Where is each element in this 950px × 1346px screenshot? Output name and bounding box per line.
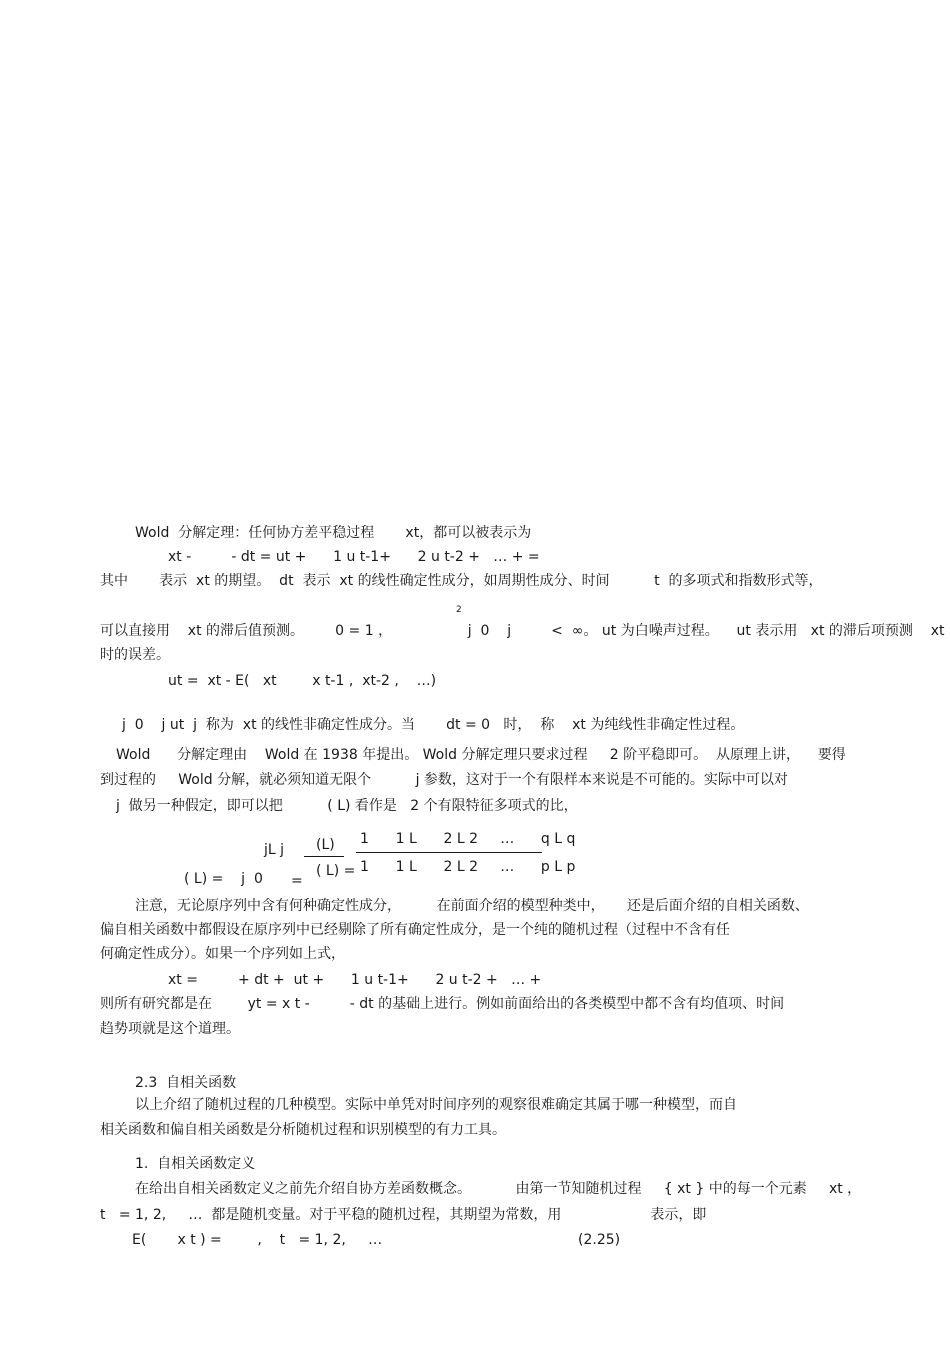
series-formula: xt = + dt + ut + 1 u t-1+ 2 u t-2 + … + bbox=[168, 972, 542, 988]
text-line: 可以直接用 xt 的滞后值预测。 0 = 1 ， j 0 j < ∞。 ut 为白噪声过程。 ut 表示用 xt 的滞后项预测 xt bbox=[100, 623, 945, 639]
fraction-bar bbox=[304, 856, 344, 857]
formula-numerator: 1 1 L 2 L 2 … q L q bbox=[360, 831, 576, 847]
text-line: 注意，无论原序列中含有何种确定性成分， 在前面介绍的模型种类中， 还是后面介绍的自相关函数、 bbox=[135, 898, 809, 914]
text-line: 其中 表示 xt 的期望。 dt 表示 xt 的线性确定性成分，如周期性成分、时间 t 的多项式和指数形式等， bbox=[100, 573, 823, 589]
section-heading: 2.3 自相关函数 bbox=[135, 1075, 237, 1091]
formula-term: jL j bbox=[264, 842, 285, 858]
text-line: j 做另一种假定，即可以把 ( L) 看作是 2 个有限特征多项式的比， bbox=[116, 798, 578, 814]
expectation-formula: E( x t ) = , t = 1, 2, … bbox=[132, 1232, 383, 1248]
fraction-bar bbox=[356, 852, 542, 853]
text-line: 则所有研究都是在 yt = x t - - dt 的基础上进行。例如前面给出的各类模型中都不含有均值项、时间 bbox=[100, 996, 785, 1012]
subsection-heading: 1. 自相关函数定义 bbox=[135, 1156, 256, 1172]
text-line: 在给出自相关函数定义之前先介绍自协方差函数概念。 由第一节知随机过程 { xt } 中的每一个元素 xt ， bbox=[135, 1181, 862, 1197]
formula-numerator: (L) bbox=[316, 837, 335, 853]
formula-denominator: 1 1 L 2 L 2 … p L p bbox=[360, 859, 576, 875]
superscript: 2 bbox=[456, 605, 462, 615]
wold-theorem-intro: Wold 分解定理：任何协方差平稳过程 xt，都可以被表示为 bbox=[135, 525, 532, 541]
text-line: 以上介绍了随机过程的几种模型。实际中单凭对时间序列的观察很难确定其属于哪一种模型，而自 bbox=[135, 1097, 737, 1113]
wold-decomposition-formula: xt - - dt = ut + 1 u t-1+ 2 u t-2 + … + = bbox=[168, 549, 540, 565]
text-line: j 0 j ut j 称为 xt 的线性非确定性成分。当 dt = 0 时， 称 xt 为纯线性非确定性过程。 bbox=[122, 717, 745, 733]
formula-lhs: ( L) = j 0 bbox=[184, 871, 263, 887]
text-line: 何确定性成分）。如果一个序列如上式， bbox=[100, 946, 345, 962]
formula-denominator: ( L) = bbox=[316, 863, 356, 879]
text-line: Wold 分解定理由 Wold 在 1938 年提出。 Wold 分解定理只要求过程 2 阶平稳即可。 从原理上讲， 要得 bbox=[116, 747, 846, 763]
equation-number: (2.25) bbox=[578, 1232, 621, 1248]
text-line: 到过程的 Wold 分解，就必须知道无限个 j 参数，这对于一个有限样本来说是不可能的。实际中可以对 bbox=[100, 772, 788, 788]
text-line: 偏自相关函数中都假设在原序列中已经剔除了所有确定性成分，是一个纯的随机过程（过程中不含有任 bbox=[100, 922, 730, 938]
error-formula: ut = xt - E( xt x t-1 , xt-2 , …) bbox=[168, 673, 437, 689]
equals-sign: = bbox=[291, 873, 303, 889]
text-line: 时的误差。 bbox=[100, 647, 170, 663]
text-line: t = 1, 2, … 都是随机变量。对于平稳的随机过程，其期望为常数，用 表示，即 bbox=[100, 1207, 707, 1223]
text-line: 趋势项就是这个道理。 bbox=[100, 1021, 240, 1037]
text-line: 相关函数和偏自相关函数是分析随机过程和识别模型的有力工具。 bbox=[100, 1122, 506, 1138]
